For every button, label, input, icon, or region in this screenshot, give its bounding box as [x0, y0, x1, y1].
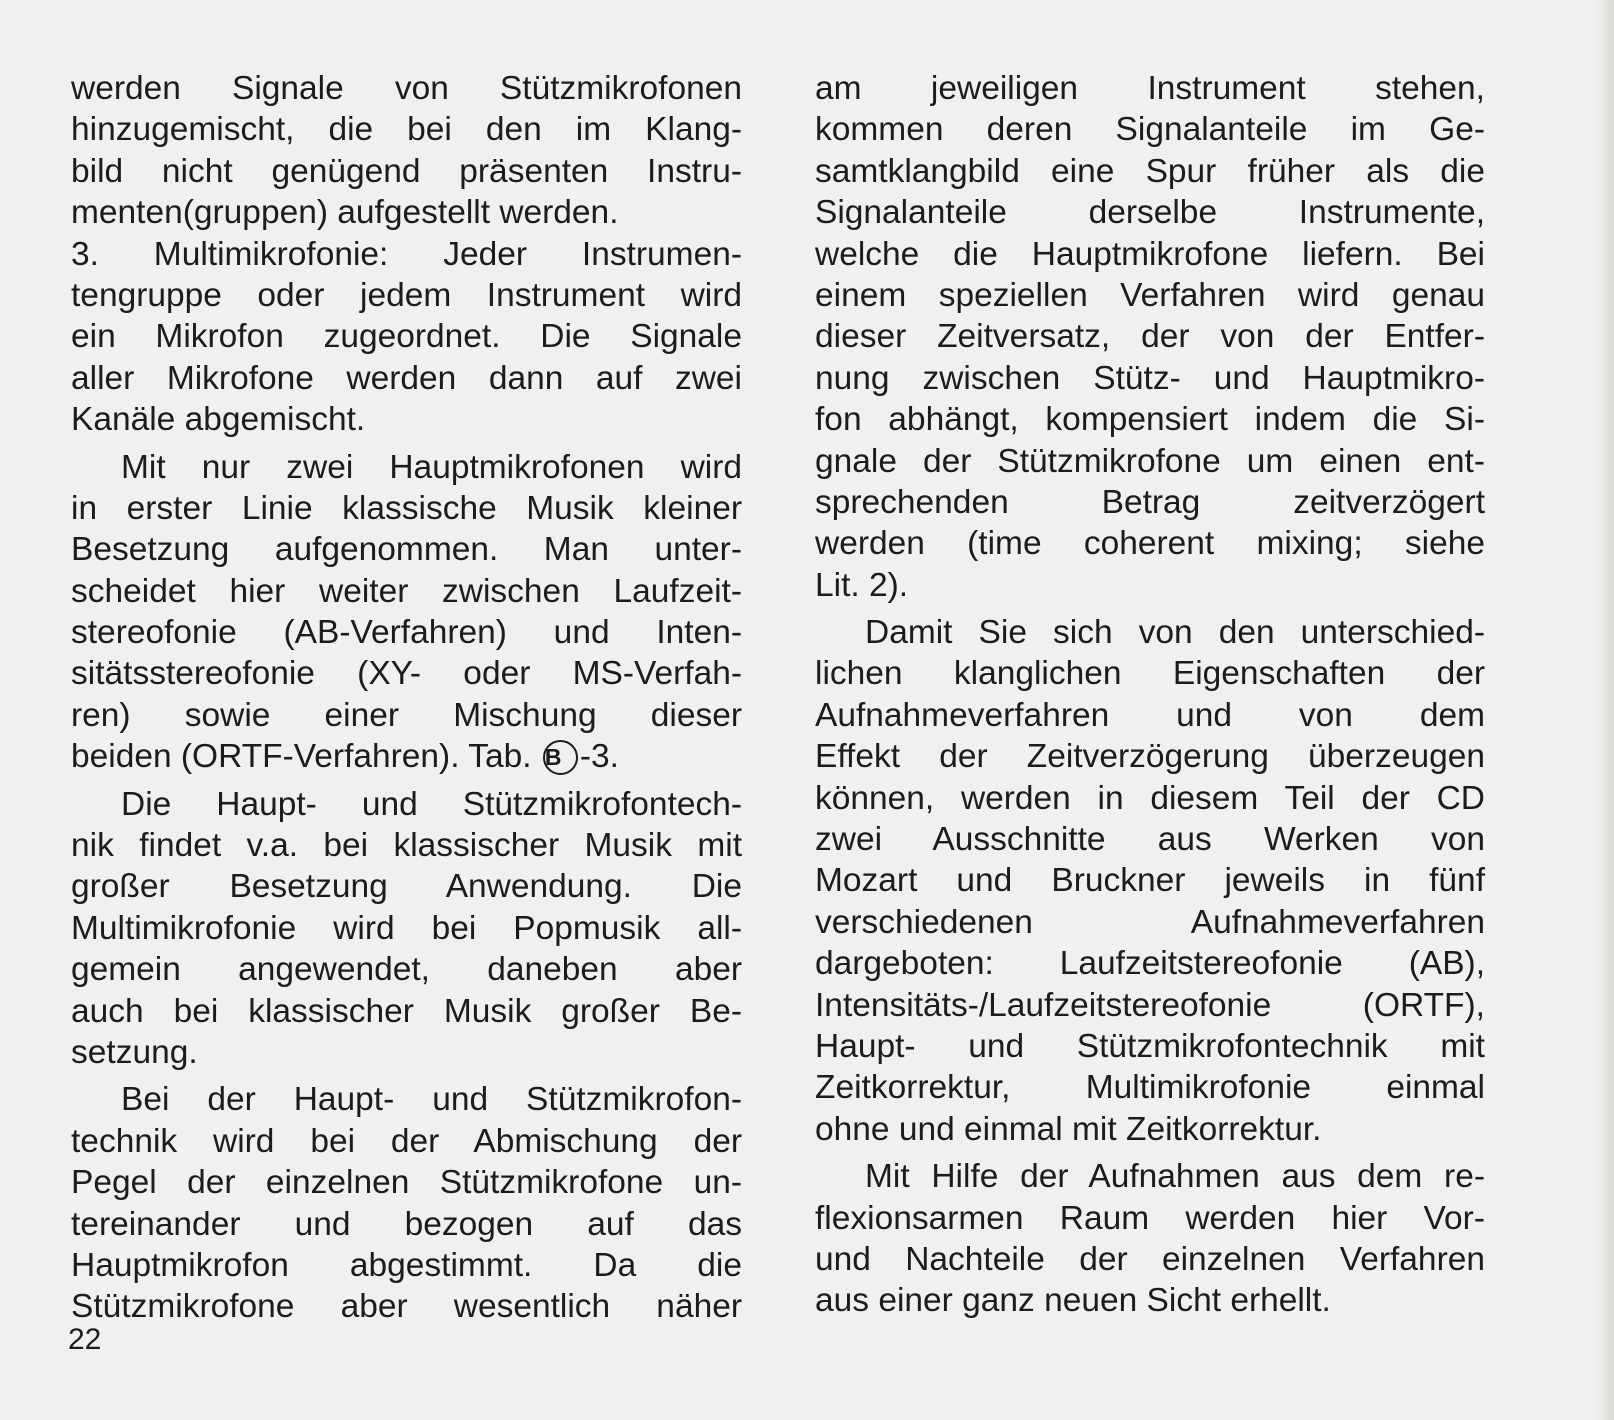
text-line — [815, 902, 1485, 943]
text-line — [71, 653, 742, 694]
text-line — [71, 109, 742, 150]
text-line — [815, 1198, 1485, 1239]
text-line — [815, 1026, 1485, 1067]
text-line — [71, 784, 742, 825]
text-line — [71, 399, 742, 440]
text-line-content: dieser Zeitversatz, der von der Entfer- — [815, 318, 1485, 356]
text-line-content: verschiedenen Aufnahmeverfahren — [815, 903, 1485, 941]
text-line — [71, 529, 742, 570]
text-line-content: großer Besetzung Anwendung. Die — [71, 868, 742, 906]
text-line-content: stereofonie (AB-Verfahren) und Inten- — [71, 614, 742, 652]
text-line — [815, 441, 1485, 482]
text-line — [815, 653, 1485, 694]
text-line-content: Die Haupt- und Stützmikrofontech- — [121, 785, 742, 823]
text-line-content: dargeboten: Laufzeitstereofonie (AB), — [815, 945, 1485, 983]
text-line-content: in erster Linie klassische Musik kleiner — [71, 489, 742, 527]
text-line — [815, 68, 1485, 109]
text-line-content: gemein angewendet, daneben aber — [71, 951, 742, 989]
text-line — [71, 908, 742, 949]
text-line-content: Pegel der einzelnen Stützmikrofone un- — [71, 1164, 742, 1202]
text-line-content: Mit Hilfe der Aufnahmen aus dem re- — [865, 1158, 1485, 1196]
text-line-content: ohne und einmal mit Zeitkorrektur. — [815, 1110, 1322, 1148]
text-line-content: tengruppe oder jedem Instrument wird — [71, 276, 742, 314]
page-edge-shadow — [1596, 0, 1614, 1420]
text-line — [815, 109, 1485, 150]
text-line — [815, 612, 1485, 653]
text-line — [71, 695, 742, 736]
text-line-content: hinzugemischt, die bei den im Klang- — [71, 111, 742, 149]
text-line — [71, 234, 742, 275]
text-line-content: Zeitkorrektur, Multimikrofonie einmal — [815, 1069, 1485, 1107]
text-line-content: sprechenden Betrag zeitverzögert — [815, 483, 1485, 521]
text-line-content: Hauptmikrofon abgestimmt. Da die — [71, 1246, 742, 1284]
text-line-content: Signalanteile derselbe Instrumente, — [815, 194, 1485, 232]
text-line — [815, 358, 1485, 399]
text-line — [815, 1109, 1485, 1150]
text-line — [71, 1204, 742, 1245]
page-number: 22 — [68, 1323, 102, 1356]
text-line-content: Aufnahmeverfahren und von dem — [815, 696, 1485, 734]
right-text-column — [815, 68, 1485, 1322]
text-line — [815, 192, 1485, 233]
text-line-content: ein Mikrofon zugeordnet. Die Signale — [71, 318, 742, 356]
text-line — [71, 1286, 742, 1327]
text-line-content: Lit. 2). — [815, 566, 909, 604]
text-line-content: beiden (ORTF-Verfahren). Tab. — [71, 738, 532, 776]
text-line — [71, 275, 742, 316]
text-line — [815, 151, 1485, 192]
text-line-content: gnale der Stützmikrofone um einen ent- — [815, 442, 1485, 480]
text-line-content: nung zwischen Stütz- und Hauptmikro- — [815, 359, 1485, 397]
text-line-content: setzung. — [71, 1033, 198, 1071]
text-line — [71, 571, 742, 612]
text-line-content: Mit nur zwei Hauptmikrofonen wird — [121, 448, 742, 486]
text-line-content: Mozart und Bruckner jeweils in fünf — [815, 862, 1485, 900]
text-line-content: Haupt- und Stützmikrofontechnik mit — [815, 1027, 1485, 1065]
text-line-content: flexionsarmen Raum werden hier Vor- — [815, 1199, 1485, 1237]
text-line — [815, 1156, 1485, 1197]
text-line — [71, 949, 742, 990]
text-line-content: welche die Hauptmikrofone liefern. Bei — [815, 235, 1485, 273]
text-line-content: aller Mikrofone werden dann auf zwei — [71, 359, 742, 397]
text-line — [71, 736, 742, 777]
text-line-content: technik wird bei der Abmischung der — [71, 1122, 742, 1160]
text-line-content: Multimikrofonie wird bei Popmusik all- — [71, 909, 742, 947]
text-line-content: kommen deren Signalanteile im Ge- — [815, 111, 1485, 149]
text-line — [815, 482, 1485, 523]
text-line — [815, 860, 1485, 901]
text-line — [71, 1079, 742, 1120]
text-line — [815, 943, 1485, 984]
text-line — [71, 316, 742, 357]
text-line — [71, 1121, 742, 1162]
text-line-content: tereinander und bezogen auf das — [71, 1205, 742, 1243]
text-line-content: einem speziellen Verfahren wird genau — [815, 276, 1485, 314]
text-line — [815, 778, 1485, 819]
text-line-content: aus einer ganz neuen Sicht erhellt. — [815, 1282, 1331, 1320]
text-line — [71, 488, 742, 529]
text-line-content: Besetzung aufgenommen. Man unter- — [71, 531, 742, 569]
text-line — [815, 695, 1485, 736]
text-line-content: sitätsstereofonie (XY- oder MS-Verfah- — [71, 655, 742, 693]
text-line — [815, 1280, 1485, 1321]
text-line — [815, 275, 1485, 316]
circled-table-letter: B — [543, 740, 578, 775]
text-line-content: 3. Multimikrofonie: Jeder Instrumen- — [71, 235, 742, 273]
text-line-content: scheidet hier weiter zwischen Laufzeit- — [71, 572, 742, 610]
text-line-content: auch bei klassischer Musik großer Be- — [71, 992, 742, 1030]
text-line — [815, 736, 1485, 777]
text-line-content: Bei der Haupt- und Stützmikrofon- — [121, 1081, 742, 1119]
text-line-content: bild nicht genügend präsenten Instru- — [71, 152, 742, 190]
text-line — [815, 523, 1485, 564]
text-line — [815, 316, 1485, 357]
text-line — [71, 151, 742, 192]
text-line — [815, 234, 1485, 275]
text-line-content: Kanäle abgemischt. — [71, 401, 366, 439]
text-line-content: ren) sowie einer Mischung dieser — [71, 696, 742, 734]
text-line-content: nik findet v.a. bei klassischer Musik mit — [71, 827, 742, 865]
text-line — [815, 985, 1485, 1026]
text-line-content: am jeweiligen Instrument stehen, — [815, 70, 1485, 107]
text-line-content: samtklangbild eine Spur früher als die — [815, 152, 1485, 190]
text-line-content: und Nachteile der einzelnen Verfahren — [815, 1240, 1485, 1278]
text-line — [815, 819, 1485, 860]
text-line — [71, 612, 742, 653]
text-line-content: zwei Ausschnitte aus Werken von — [815, 821, 1485, 859]
text-line-content: menten(gruppen) aufgestellt werden. — [71, 194, 619, 232]
text-line-content: können, werden in diesem Teil der CD — [815, 779, 1485, 817]
text-line-content: lichen klanglichen Eigenschaften der — [815, 655, 1485, 693]
text-line — [71, 447, 742, 488]
text-line — [71, 991, 742, 1032]
text-line — [71, 358, 742, 399]
text-line — [71, 825, 742, 866]
text-line-content: fon abhängt, kompensiert indem die Si- — [815, 401, 1485, 439]
text-line-content: werden Signale von Stützmikrofonen — [71, 70, 742, 107]
text-line — [815, 1239, 1485, 1280]
text-line-content: Intensitäts-/Laufzeitstereofonie (ORTF), — [815, 986, 1485, 1024]
text-line-content: Damit Sie sich von den unterschied- — [865, 614, 1485, 652]
table-reference-suffix: -3. — [579, 738, 619, 776]
text-line-content: werden (time coherent mixing; siehe — [815, 525, 1485, 563]
text-line — [71, 866, 742, 907]
text-line — [71, 192, 742, 233]
text-line-content: Effekt der Zeitverzögerung überzeugen — [815, 738, 1485, 776]
text-line — [815, 1067, 1485, 1108]
text-line — [815, 565, 1485, 606]
left-text-column — [71, 68, 742, 1328]
text-line — [71, 1245, 742, 1286]
text-line — [71, 1162, 742, 1203]
text-line — [815, 399, 1485, 440]
text-line — [71, 1032, 742, 1073]
text-line-content: Stützmikrofone aber wesentlich näher — [71, 1288, 742, 1326]
text-line — [71, 68, 742, 109]
